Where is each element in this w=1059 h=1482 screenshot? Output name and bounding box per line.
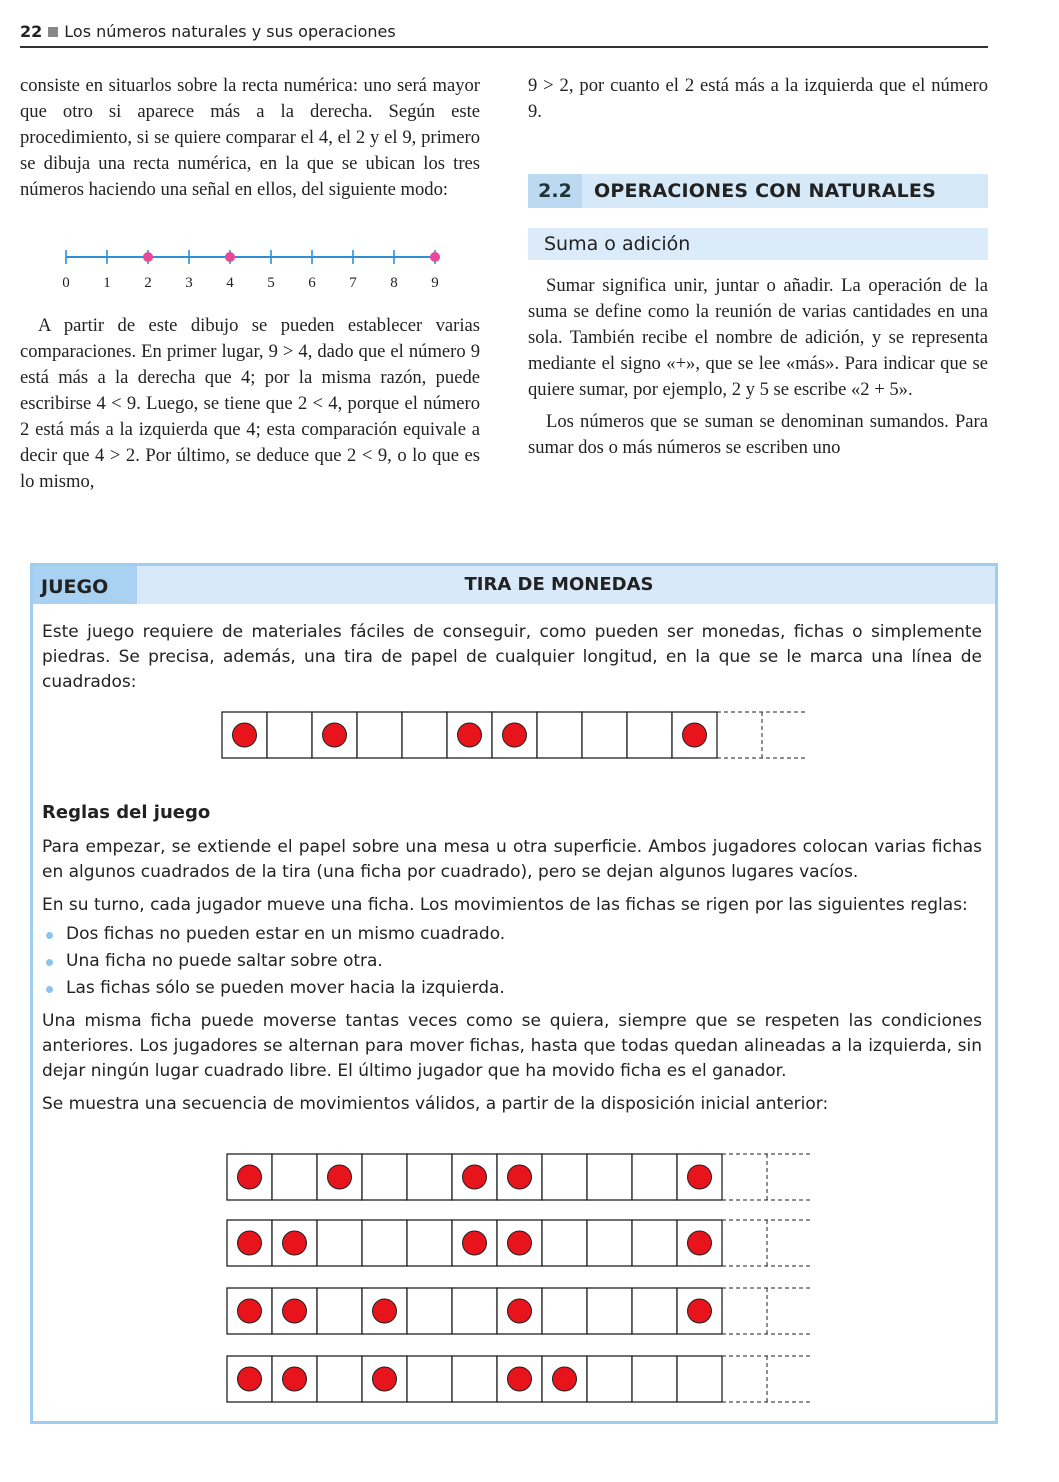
- coin: [508, 1165, 532, 1189]
- square-bullet-icon: [48, 27, 58, 37]
- section-title: OPERACIONES CON NATURALES: [594, 180, 936, 202]
- strip-cell: [362, 1154, 407, 1200]
- rules-paragraph-3: Una misma ficha puede moverse tantas veces como se quiera, siempre que se respeten las condiciones anteriores. Los jugadores se alternan para mover fichas, hasta que todas quedan alineadas a la izquierda, sin dejar ningún lugar cuadrado libre. El último jugador que ha movido ficha es el ganador.: [42, 1011, 982, 1081]
- strip-cell: [587, 1220, 632, 1266]
- strip-cell: [542, 1154, 587, 1200]
- sequence-strip-1: [223, 1150, 823, 1206]
- game-tag: JUEGO: [33, 566, 137, 604]
- number-line-label: 5: [267, 275, 275, 291]
- coin: [373, 1299, 397, 1323]
- left-paragraph-1: consiste en situarlos sobre la recta numérica: uno será mayor que otro si aparece más a la derecha. Según este procedimiento, si se quiere comparar el 4, el 2 y el 9, primero se dibuja una recta numérica, en la que se ubican los tres números haciendo una señal en ellos, del siguiente modo:: [20, 75, 480, 200]
- strip-cell: [267, 712, 312, 758]
- coin: [688, 1299, 712, 1323]
- sequence-strip-2: [223, 1216, 823, 1272]
- number-line-marker: [225, 252, 235, 262]
- strip-cell: [452, 1288, 497, 1334]
- coin: [508, 1367, 532, 1391]
- running-header: [20, 22, 988, 48]
- coin: [688, 1231, 712, 1255]
- coin: [458, 723, 482, 747]
- strip-cell: [587, 1356, 632, 1402]
- strip-cell: [632, 1220, 677, 1266]
- number-line-label: 0: [62, 275, 70, 291]
- game-intro-text: Este juego requiere de materiales fáciles de conseguir, como pueden ser monedas, fichas o simplemente piedras. Se precisa, además, una tira de papel de cualquier longitud, en la que se le marca una línea de cuadrados:: [42, 622, 982, 692]
- number-line-label: 1: [103, 275, 111, 291]
- bullet-dot-icon: [46, 932, 53, 939]
- right-column-top: [528, 73, 988, 125]
- game-intro: [42, 620, 982, 695]
- strip-cell: [317, 1220, 362, 1266]
- number-line-label: 3: [185, 275, 193, 291]
- coin: [328, 1165, 352, 1189]
- left-column-bottom: [20, 313, 480, 495]
- strip-cell: [407, 1154, 452, 1200]
- strip-cell: [407, 1288, 452, 1334]
- bullet-dot-icon: [46, 959, 53, 966]
- left-column-top: [20, 73, 480, 203]
- strip-cell: [357, 712, 402, 758]
- coin: [508, 1299, 532, 1323]
- page-number: 22: [20, 22, 43, 41]
- subsection-title: Suma o adición: [544, 233, 691, 255]
- right-paragraph-top: 9 > 2, por cuanto el 2 está más a la izquierda que el número 9.: [528, 75, 988, 122]
- coin: [323, 723, 347, 747]
- coin: [463, 1231, 487, 1255]
- coin: [283, 1367, 307, 1391]
- strip-cell: [407, 1220, 452, 1266]
- list-item: Las fichas sólo se pueden mover hacia la izquierda.: [42, 976, 982, 1001]
- game-box: [30, 563, 998, 1424]
- rules-list: [42, 922, 982, 1001]
- initial-strip: [218, 708, 818, 764]
- bullet-dot-icon: [46, 986, 53, 993]
- coin: [683, 723, 707, 747]
- number-line-label: 9: [431, 275, 439, 291]
- coin: [463, 1165, 487, 1189]
- coin: [233, 723, 257, 747]
- section-number: 2.2: [528, 174, 582, 208]
- number-line-marker: [430, 252, 440, 262]
- rules-paragraph-1: Para empezar, se extiende el papel sobre una mesa u otra superficie. Ambos jugadores colocan varias fichas en algunos cuadrados de la tira (una ficha por cuadrado), pero se dejan algunos lugares vacíos.: [42, 837, 982, 882]
- coin: [238, 1231, 262, 1255]
- strip-cell: [627, 712, 672, 758]
- right-paragraph-4: Los números que se suman se denominan sumandos. Para sumar dos o más números se escriben uno: [528, 411, 988, 458]
- strip-cell: [632, 1288, 677, 1334]
- rules-heading: Reglas del juego: [42, 802, 211, 823]
- right-column-body: [528, 273, 988, 461]
- strip-cell: [632, 1154, 677, 1200]
- strip-cell: [632, 1356, 677, 1402]
- strip-cell: [542, 1288, 587, 1334]
- list-item: Dos fichas no pueden estar en un mismo cuadrado.: [42, 922, 982, 947]
- strip-cell: [587, 1288, 632, 1334]
- strip-cell: [582, 712, 627, 758]
- coin: [283, 1299, 307, 1323]
- number-line-label: 8: [390, 275, 398, 291]
- number-line-label: 4: [226, 275, 234, 291]
- coin: [238, 1299, 262, 1323]
- sequence-intro: Se muestra una secuencia de movimientos válidos, a partir de la disposición inicial anterior:: [42, 1094, 829, 1114]
- number-line-marker: [143, 252, 153, 262]
- sequence-strip-4: [223, 1352, 823, 1408]
- game-title: TIRA DE MONEDAS: [464, 574, 654, 595]
- strip-cell: [677, 1356, 722, 1402]
- strip-cell: [402, 712, 447, 758]
- coin: [238, 1165, 262, 1189]
- coin: [238, 1367, 262, 1391]
- strip-cell: [272, 1154, 317, 1200]
- number-line-label: 6: [308, 275, 316, 291]
- strip-cell: [407, 1356, 452, 1402]
- strip-cell: [542, 1220, 587, 1266]
- coin: [508, 1231, 532, 1255]
- number-line-label: 2: [144, 275, 152, 291]
- subsection-header: [528, 228, 988, 260]
- coin: [373, 1367, 397, 1391]
- right-paragraph-3: Sumar significa unir, juntar o añadir. La operación de la suma se define como la reunión de varias cantidades en una sola. También recibe el nombre de adición, y se representa mediante el signo «+», que se lee «más». Para indicar que se quiere sumar, por ejemplo, 2 y 5 se escribe «2 + 5».: [528, 275, 988, 400]
- section-header: [528, 174, 988, 208]
- coin: [688, 1165, 712, 1189]
- strip-cell: [362, 1220, 407, 1266]
- strip-cell: [317, 1288, 362, 1334]
- list-item: Una ficha no puede saltar sobre otra.: [42, 949, 982, 974]
- left-paragraph-2: A partir de este dibujo se pueden establecer varias comparaciones. En primer lugar, 9 > 4, dado que el número 9 está más a la derecha que 4; por la misma razón, puede escribirse 4 < 9. Luego, se tiene que 2 < 4, porque el número 2 está más a la izquierda que 4; esta comparación equivale a decir que 4 > 2. Por último, se deduce que 2 < 9, o lo que es lo mismo,: [20, 315, 480, 492]
- game-rules: [42, 800, 982, 1117]
- sequence-strip-3: [223, 1284, 823, 1340]
- strip-cell: [452, 1356, 497, 1402]
- coin: [283, 1231, 307, 1255]
- strip-cell: [537, 712, 582, 758]
- strip-cell: [587, 1154, 632, 1200]
- coin: [503, 723, 527, 747]
- coin: [553, 1367, 577, 1391]
- rules-paragraph-2: En su turno, cada jugador mueve una ficha. Los movimientos de las fichas se rigen por las siguientes reglas:: [42, 895, 968, 915]
- number-line: [40, 242, 460, 294]
- number-line-label: 7: [349, 275, 357, 291]
- running-title: Los números naturales y sus operaciones: [64, 22, 396, 41]
- strip-cell: [317, 1356, 362, 1402]
